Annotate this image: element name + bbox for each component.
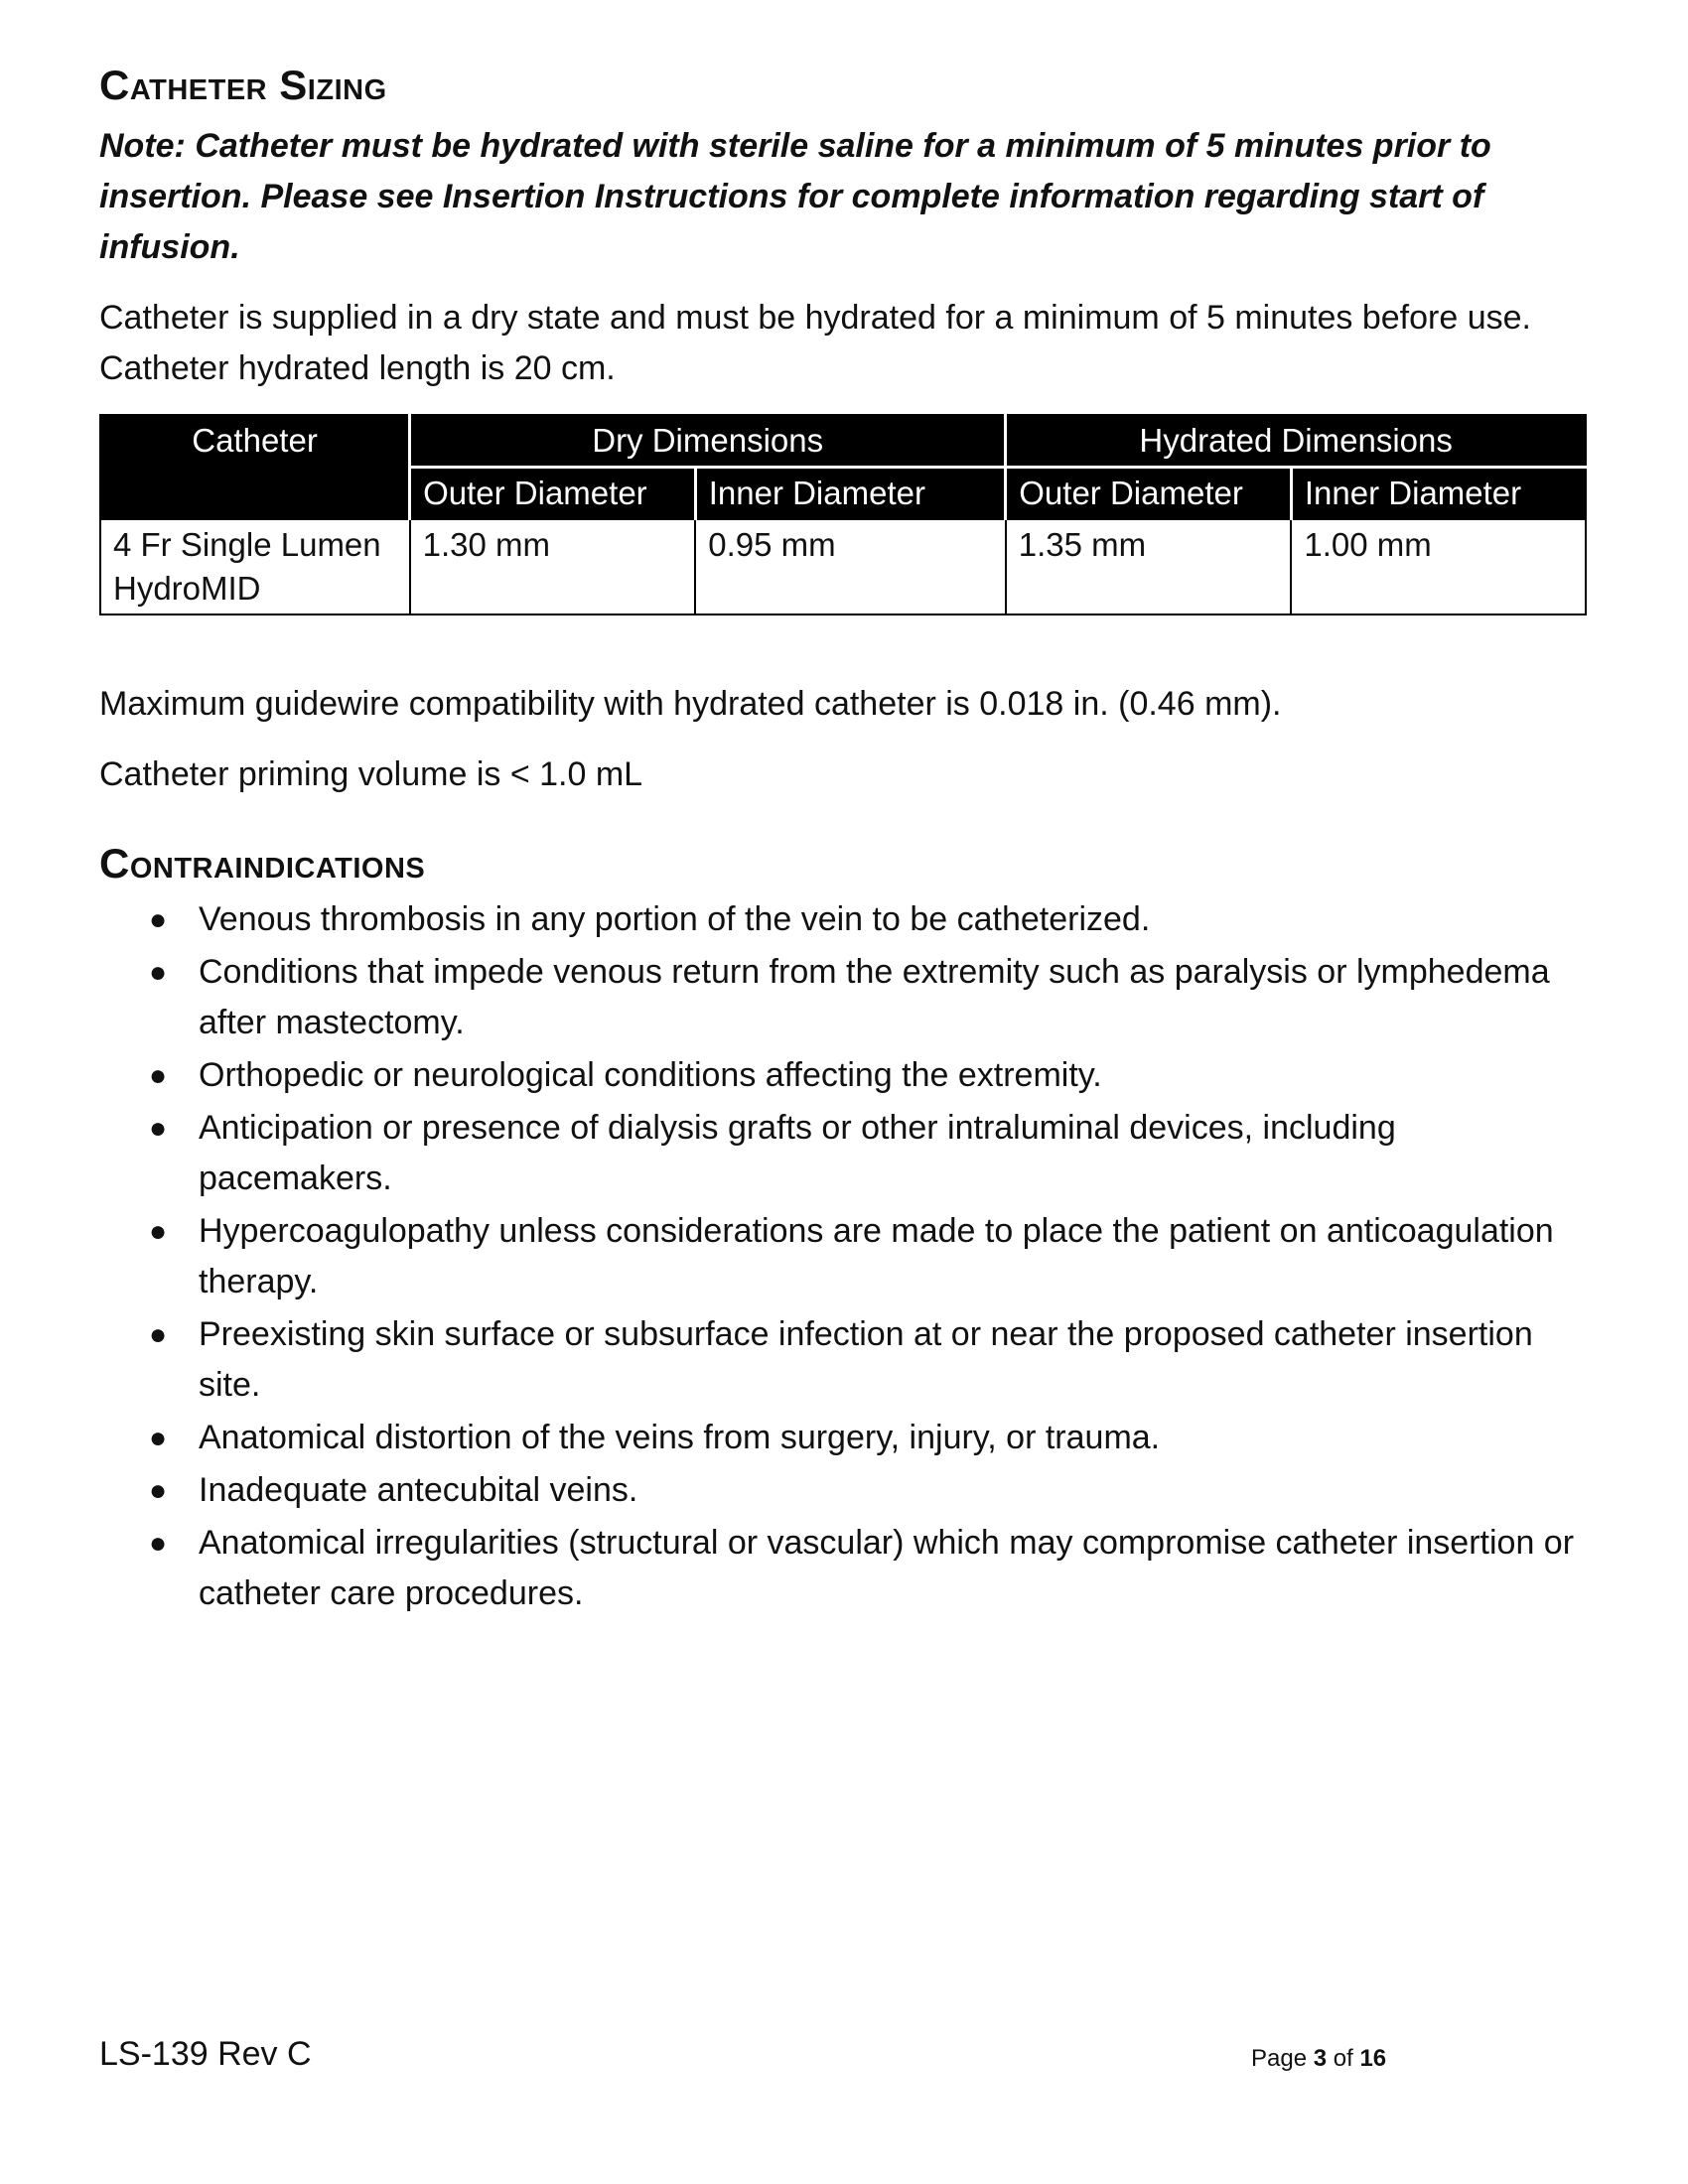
catheter-sizing-heading: Catheter Sizing [99,62,387,108]
priming-volume: Catheter priming volume is < 1.0 mL [99,755,643,794]
list-item: ● Anatomical irregularities (structural or vascular) which may compromise catheter insertion or catheter care procedures. [99,1518,1589,1619]
contraindications-heading: Contraindications [99,840,426,887]
cell-hydrated-outer: 1.35 mm [1006,519,1292,614]
cell-catheter-name: 4 Fr Single Lumen HydroMID [100,519,410,614]
header-dry-inner-diameter: Inner Diameter [695,468,1006,520]
bullet-icon: ● [149,1111,168,1145]
cell-dry-inner: 0.95 mm [695,519,1006,614]
bullet-icon: ● [149,1526,168,1560]
list-item: ● Anatomical distortion of the veins from surgery, injury, or trauma. [99,1413,1589,1463]
header-dry-dimensions: Dry Dimensions [410,415,1006,468]
header-hydrated-outer-diameter: Outer Diameter [1006,468,1292,520]
catheter-dimensions-table [99,414,1587,615]
list-item: ● Conditions that impede venous return from the extremity such as paralysis or lymphedema after mastectomy. [99,947,1589,1048]
list-item: ● Venous thrombosis in any portion of the vein to be catheterized. [99,894,1589,945]
list-item: ● Anticipation or presence of dialysis grafts or other intraluminal devices, including pacemakers. [99,1103,1589,1204]
cell-hydrated-inner: 1.00 mm [1291,519,1586,614]
bullet-icon: ● [149,1473,168,1507]
list-item: ● Orthopedic or neurological conditions affecting the extremity. [99,1050,1589,1101]
header-hydrated-inner-diameter: Inner Diameter [1291,468,1586,520]
header-hydrated-dimensions: Hydrated Dimensions [1006,415,1586,468]
contraindications-list [99,894,1589,1619]
bullet-icon: ● [149,902,168,936]
document-id: LS-139 Rev C [99,2035,312,2073]
bullet-icon: ● [149,1421,168,1454]
header-dry-outer-diameter: Outer Diameter [410,468,696,520]
bullet-icon: ● [149,955,168,989]
document-page [99,62,1589,1621]
list-item: ● Hypercoagulopathy unless considerations are made to place the patient on anticoagulation therapy. [99,1206,1589,1307]
bullet-icon: ● [149,1317,168,1351]
bullet-icon: ● [149,1058,168,1092]
cell-dry-outer: 1.30 mm [410,519,696,614]
guidewire-compatibility: Maximum guidewire compatibility with hydrated catheter is 0.018 in. (0.46 mm). [99,685,1282,724]
page-number: Page 3 of 16 [1251,2045,1387,2072]
list-item: ● Inadequate antecubital veins. [99,1465,1589,1516]
hydration-note: Note: Catheter must be hydrated with sterile saline for a minimum of 5 minutes prior to insertion. Please see Insertion Instructions for complete information regarding start of infusion. [99,127,1491,267]
bullet-icon: ● [149,1214,168,1248]
list-item: ● Preexisting skin surface or subsurface infection at or near the proposed catheter insertion site. [99,1309,1589,1411]
sizing-intro: Catheter is supplied in a dry state and must be hydrated for a minimum of 5 minutes before use. Catheter hydrated length is 20 cm. [99,299,1531,388]
header-catheter: Catheter [100,415,410,519]
table-row [100,519,1586,614]
